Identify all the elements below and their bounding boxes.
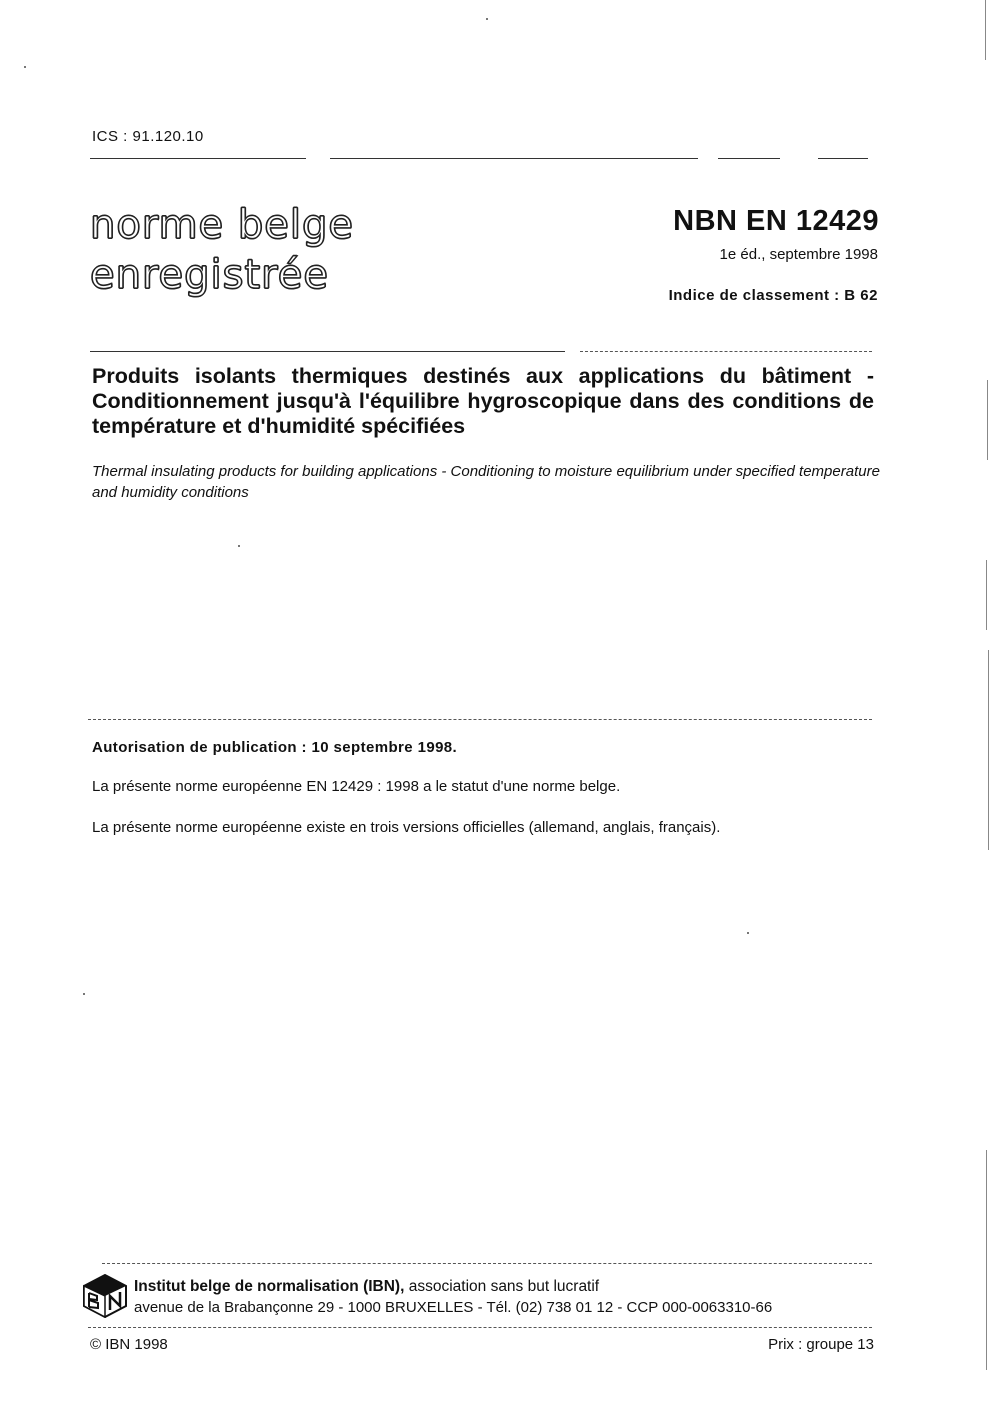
ibn-logo-icon — [83, 1274, 127, 1318]
scan-edge-line — [986, 560, 987, 630]
scan-speck — [83, 993, 85, 995]
institute-name: Institut belge de normalisation (IBN), — [134, 1278, 405, 1295]
institute-line — [134, 1278, 599, 1296]
scan-speck — [238, 545, 240, 547]
brand-line-2: enregistrée — [90, 252, 329, 298]
scan-edge-line — [988, 650, 989, 850]
standard-edition: 1e éd., septembre 1998 — [719, 246, 878, 263]
brand-line-1: norme belge — [90, 202, 354, 248]
scan-edge-line — [986, 1150, 987, 1370]
ics-code: ICS : 91.120.10 — [92, 128, 204, 145]
header-rule — [90, 158, 306, 159]
header-rule — [330, 158, 698, 159]
scan-edge-line — [987, 380, 988, 460]
header-rule — [818, 158, 868, 159]
versions-paragraph: La présente norme européenne existe en trois versions officielles (allemand, anglais, français). — [92, 819, 721, 836]
copyright-notice: © IBN 1998 — [90, 1336, 168, 1353]
section-rule — [90, 351, 565, 352]
institute-description: association sans but lucratif — [404, 1278, 600, 1295]
status-paragraph: La présente norme européenne EN 12429 : 1998 a le statut d'une norme belge. — [92, 778, 621, 795]
standard-number: NBN EN 12429 — [673, 205, 879, 237]
scan-edge-line — [985, 0, 986, 60]
price-group: Prix : groupe 13 — [768, 1336, 874, 1353]
scan-speck — [747, 932, 749, 934]
classification-index: Indice de classement : B 62 — [668, 287, 878, 304]
authorization-date: Autorisation de publication : 10 septembre 1998. — [92, 739, 458, 756]
title-english: Thermal insulating products for building applications - Conditioning to moisture equilibrium under specified temperature and humidity conditions — [92, 463, 880, 501]
section-rule — [88, 719, 872, 720]
scan-speck — [486, 18, 488, 20]
footer-rule — [102, 1263, 872, 1264]
institute-address: avenue de la Brabançonne 29 - 1000 BRUXELLES - Tél. (02) 738 01 12 - CCP 000-0063310-66 — [134, 1299, 773, 1316]
header-rule — [718, 158, 780, 159]
scan-speck — [24, 66, 26, 68]
section-rule — [580, 351, 872, 352]
footer-rule — [88, 1327, 872, 1328]
title-french: Produits isolants thermiques destinés aux applications du bâtiment - Conditionnement jusqu'à l'équilibre hygroscopique dans des conditions de température et d'humidité spécifiées — [92, 364, 874, 438]
brand-mark — [90, 200, 354, 300]
